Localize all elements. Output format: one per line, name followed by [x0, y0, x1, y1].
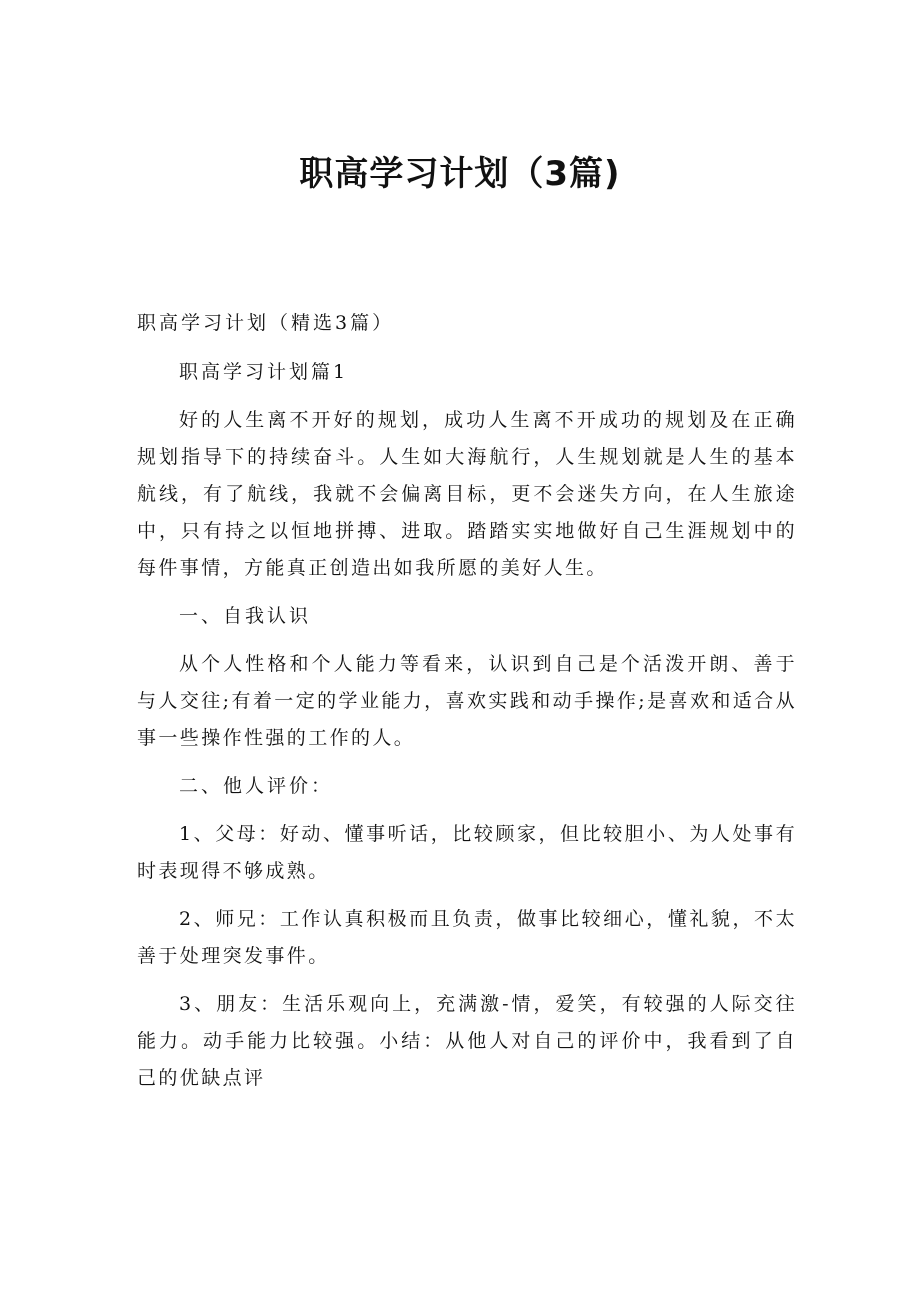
intro-paragraph: 好的人生离不开好的规划，成功人生离不开成功的规划及在正确规划指导下的持续奋斗。人生如大海航行，人生规划就是人生的基本航线，有了航线，我就不会偏离目标，更不会迷失方向，在人生旅途中，只有持之以恒地拼搏、进取。踏踏实实地做好自己生涯规划中的每件事情，方能真正创造出如我所愿的美好人生。 — [137, 409, 797, 579]
document-body — [137, 354, 797, 1108]
section-heading-self-awareness: 一、自我认识 — [179, 605, 312, 627]
document-subtitle: 职高学习计划（精选3篇） — [137, 312, 395, 334]
section-heading-part-1: 职高学习计划篇1 — [179, 361, 349, 383]
self-awareness-paragraph: 从个人性格和个人能力等看来，认识到自己是个活泼开朗、善于与人交往;有着一定的学业能力，喜欢实践和动手操作;是喜欢和适合从事一些操作性强的工作的人。 — [137, 653, 797, 749]
document-title: 职高学习计划（3篇) — [299, 154, 621, 194]
section-heading-others-evaluation: 二、他人评价： — [179, 775, 334, 797]
evaluation-item-parents: 1、父母：好动、懂事听话，比较顾家，但比较胆小、为人处事有时表现得不够成熟。 — [137, 823, 797, 882]
evaluation-item-friends: 3、朋友：生活乐观向上，充满激-情，爱笑，有较强的人际交往能力。动手能力比较强。小结：从他人对自己的评价中，我看到了自己的优缺点评 — [137, 993, 797, 1089]
evaluation-item-senior: 2、师兄：工作认真积极而且负责，做事比较细心，懂礼貌，不太善于处理突发事件。 — [137, 908, 797, 967]
